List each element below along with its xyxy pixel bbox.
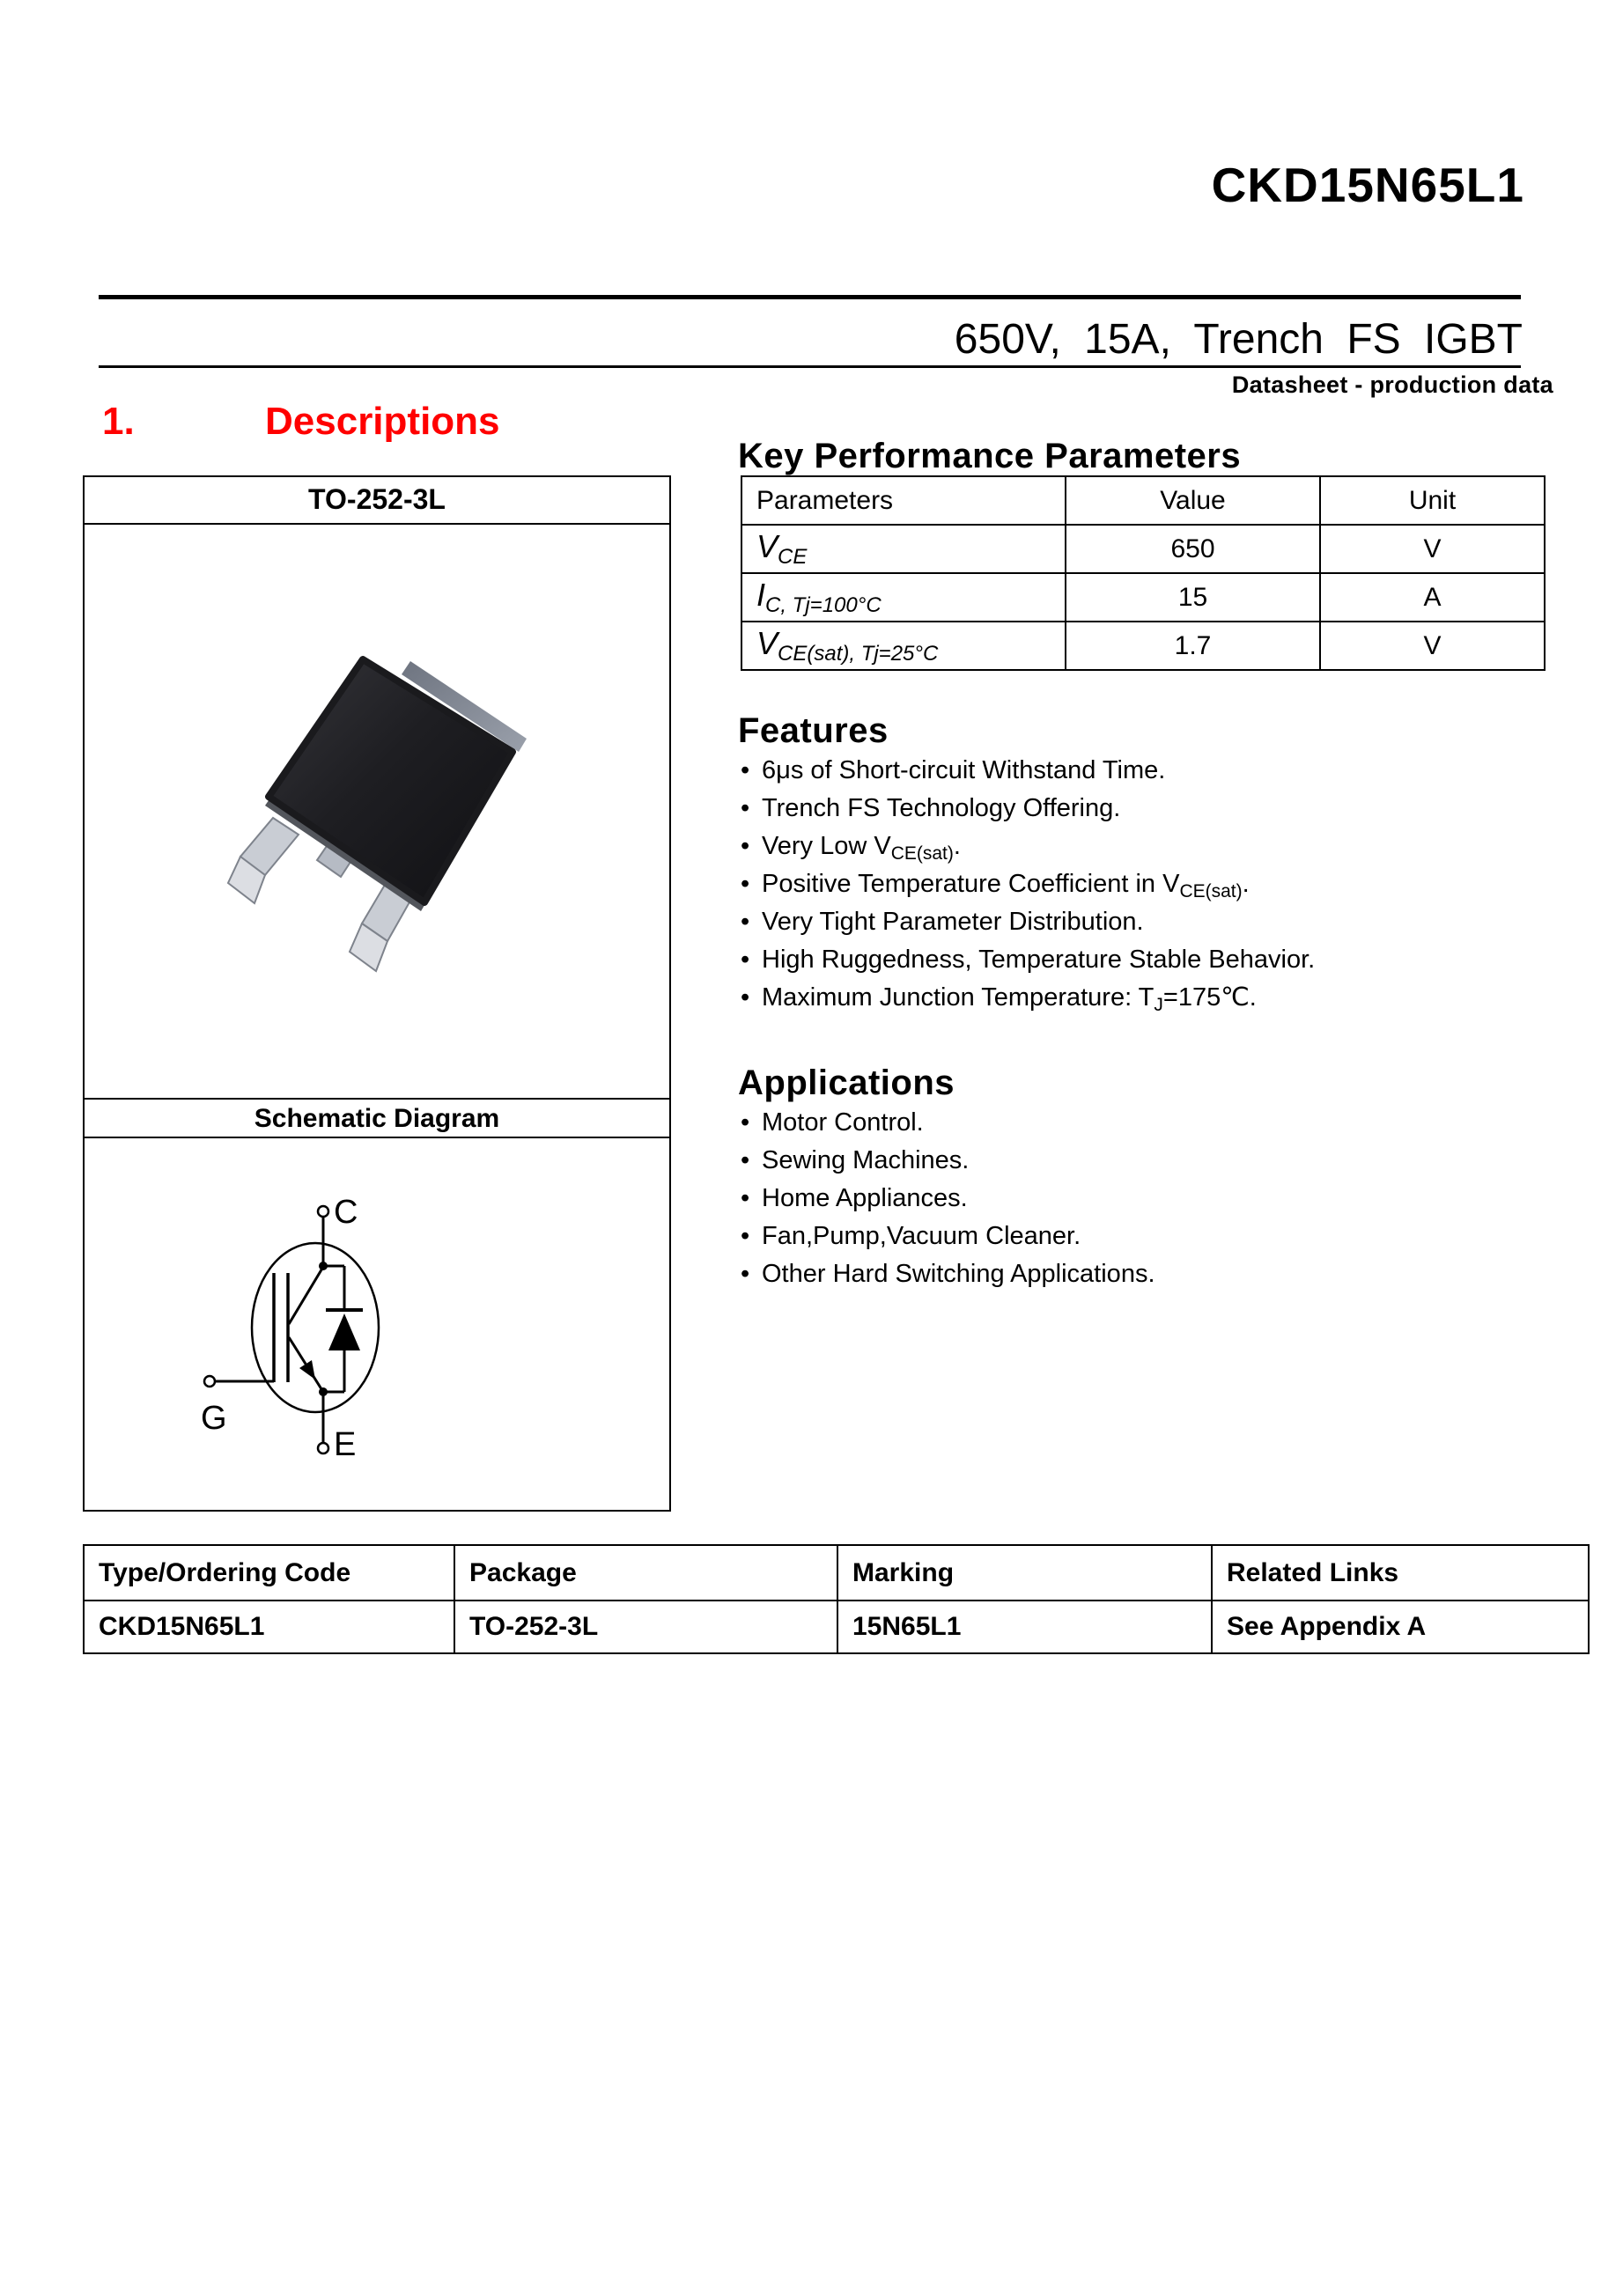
feature-item: • High Ruggedness, Temperature Stable Behavior.	[741, 946, 1316, 974]
gate-terminal	[204, 1376, 215, 1387]
ordering-value-row	[84, 1601, 1589, 1653]
package-photo	[85, 525, 669, 1098]
header-rule-thin	[99, 365, 1521, 368]
kpp-col-unit: Unit	[1320, 476, 1545, 525]
feature-item: • Positive Temperature Coefficient in $V_{CE(sat)}$.	[741, 870, 1250, 901]
collector-terminal	[318, 1206, 328, 1217]
kpp-row-vcesat	[741, 622, 1545, 670]
application-item: • Sewing Machines.	[741, 1146, 970, 1174]
kpp-row-ic	[741, 573, 1545, 622]
kpp-col-parameters: Parameters	[741, 476, 1066, 525]
param-vcesat: $V_{CE(sat), Tj=25^\circ C}$	[756, 625, 939, 666]
features-list	[741, 752, 1315, 1017]
section-title: Descriptions	[265, 400, 500, 443]
feature-item: • Very Tight Parameter Distribution.	[741, 908, 1144, 936]
application-item: • Fan,Pump,Vacuum Cleaner.	[741, 1222, 1081, 1250]
ordering-header-row	[84, 1545, 1589, 1601]
igbt-schematic	[85, 1138, 669, 1508]
kpp-col-value: Value	[1066, 476, 1320, 525]
ordering-table	[83, 1544, 1590, 1654]
value-vce: 650	[1066, 525, 1320, 573]
value-ic: 15	[1066, 573, 1320, 622]
feature-item: • Trench FS Technology Offering.	[741, 794, 1121, 822]
gate-label: G	[201, 1400, 227, 1437]
emitter-label: E	[334, 1426, 357, 1463]
ordering-package: TO-252-3L	[454, 1601, 837, 1653]
diode-icon	[328, 1314, 360, 1350]
application-item: • Home Appliances.	[741, 1184, 968, 1212]
ordering-marking: 15N65L1	[837, 1601, 1212, 1653]
ordering-links: See Appendix A	[1212, 1601, 1589, 1653]
ordering-type: CKD15N65L1	[84, 1601, 454, 1653]
feature-item: • 6μs of Short-circuit Withstand Time.	[741, 756, 1166, 784]
unit-vce: V	[1320, 525, 1545, 573]
header-rule-thick	[99, 295, 1521, 299]
application-item: • Other Hard Switching Applications.	[741, 1260, 1155, 1288]
page-subtitle: 650V, 15A, Trench FS IGBT	[954, 316, 1523, 363]
applications-heading: Applications	[738, 1063, 955, 1102]
package-body	[269, 659, 513, 902]
kpp-header-row	[741, 476, 1545, 525]
arrow-icon	[299, 1360, 315, 1380]
package-name-label: TO-252-3L	[85, 477, 669, 525]
feature-item: • Maximum Junction Temperature: $T_J=175℃$.	[741, 983, 1257, 1015]
unit-vcesat: V	[1320, 622, 1545, 670]
param-vce: $V_{CE}$	[756, 528, 808, 569]
kpp-heading: Key Performance Parameters	[738, 437, 1242, 475]
features-heading: Features	[738, 711, 889, 750]
ordering-col-links: Related Links	[1212, 1545, 1589, 1601]
section-number: 1.	[102, 400, 135, 443]
kpp-row-vce	[741, 525, 1545, 573]
ordering-col-package: Package	[454, 1545, 837, 1601]
collector-label: C	[334, 1194, 358, 1231]
feature-item: • Very Low $V_{CE(sat)}$.	[741, 832, 961, 864]
emitter-terminal	[318, 1443, 328, 1453]
package-box	[83, 475, 671, 1512]
unit-ic: A	[1320, 573, 1545, 622]
schematic-title: Schematic Diagram	[85, 1098, 669, 1138]
page-title: CKD15N65L1	[1211, 158, 1524, 212]
ordering-col-marking: Marking	[837, 1545, 1212, 1601]
schematic-circle	[252, 1243, 379, 1412]
value-vcesat: 1.7	[1066, 622, 1320, 670]
datasheet-tagline: Datasheet - production data	[1231, 372, 1553, 398]
param-ic: $I_{C, Tj=100^\circ C}$	[756, 577, 882, 617]
applications-list	[741, 1104, 1155, 1293]
kpp-table	[741, 475, 1546, 671]
ordering-col-type: Type/Ordering Code	[84, 1545, 454, 1601]
application-item: • Motor Control.	[741, 1108, 924, 1137]
